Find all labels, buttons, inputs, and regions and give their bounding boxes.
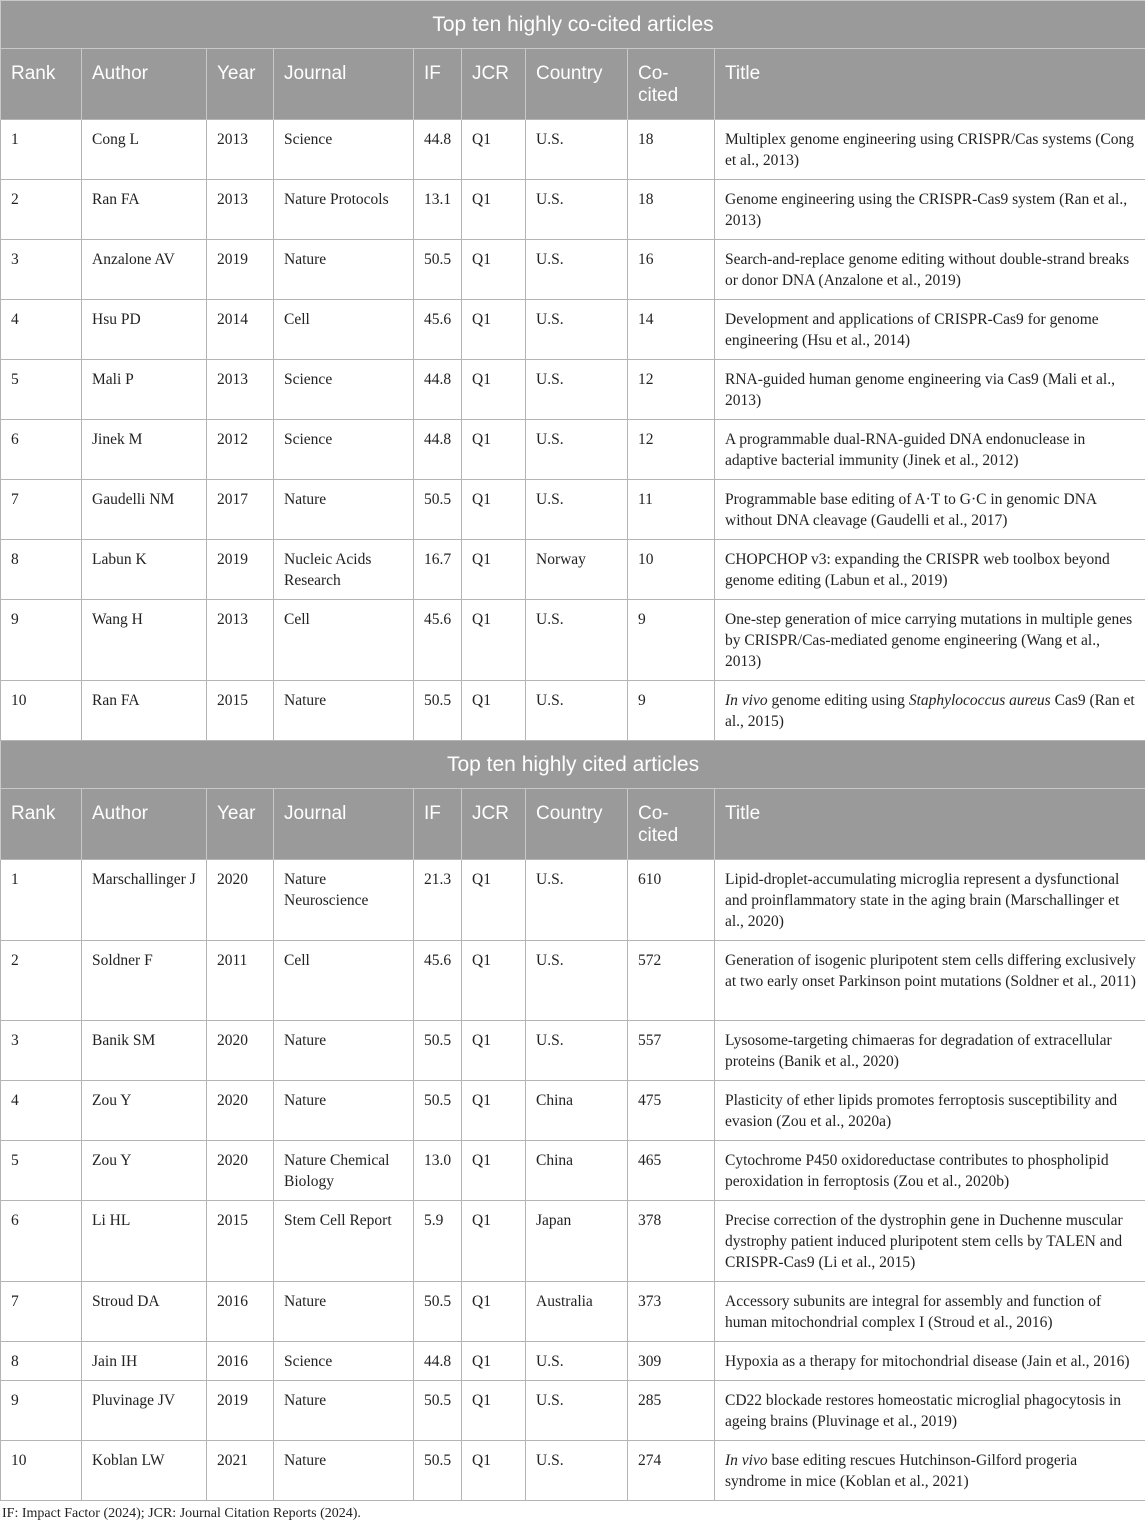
count-cell: 475 <box>628 1081 715 1141</box>
title-cell <box>715 1441 1145 1501</box>
author-cell: Jinek M <box>82 420 207 480</box>
jcr-cell: Q1 <box>462 1141 526 1201</box>
country-cell: Australia <box>526 1282 628 1342</box>
jcr-cell: Q1 <box>462 1381 526 1441</box>
journal-cell: Nature Chemical Biology <box>274 1141 414 1201</box>
journal-cell: Nature <box>274 1081 414 1141</box>
jcr-cell: Q1 <box>462 420 526 480</box>
rank-cell: 3 <box>1 240 82 300</box>
author-cell: Hsu PD <box>82 300 207 360</box>
table-row <box>1 1441 1145 1501</box>
author-cell: Banik SM <box>82 1021 207 1081</box>
table-row <box>1 1381 1145 1441</box>
author-cell: Labun K <box>82 540 207 600</box>
if-cell: 13.1 <box>414 180 462 240</box>
table-row <box>1 860 1145 941</box>
table-row <box>1 941 1145 1021</box>
rank-cell: 7 <box>1 1282 82 1342</box>
if-cell: 13.0 <box>414 1141 462 1201</box>
year-cell: 2015 <box>207 1201 274 1282</box>
if-cell: 21.3 <box>414 860 462 941</box>
table-row <box>1 120 1145 180</box>
author-cell: Anzalone AV <box>82 240 207 300</box>
author-cell: Soldner F <box>82 941 207 1021</box>
jcr-cell: Q1 <box>462 1201 526 1282</box>
title-cell: Genome engineering using the CRISPR-Cas9 system (Ran et al., 2013) <box>715 180 1145 240</box>
rank-cell: 2 <box>1 941 82 1021</box>
journal-cell: Nature Protocols <box>274 180 414 240</box>
country-cell: U.S. <box>526 120 628 180</box>
journal-cell: Science <box>274 120 414 180</box>
rank-cell: 9 <box>1 600 82 681</box>
title-cell: CD22 blockade restores homeostatic microglial phagocytosis in ageing brains (Pluvinage et al., 2019) <box>715 1381 1145 1441</box>
rank-cell: 6 <box>1 420 82 480</box>
journal-cell: Nature <box>274 1381 414 1441</box>
col-jcr: JCR <box>462 49 526 120</box>
col-country: Country <box>526 789 628 860</box>
col-journal: Journal <box>274 49 414 120</box>
journal-cell: Nature <box>274 1282 414 1342</box>
journal-cell: Science <box>274 420 414 480</box>
rank-cell: 10 <box>1 1441 82 1501</box>
country-cell: U.S. <box>526 360 628 420</box>
jcr-cell: Q1 <box>462 1342 526 1381</box>
jcr-cell: Q1 <box>462 860 526 941</box>
year-cell: 2014 <box>207 300 274 360</box>
count-cell: 572 <box>628 941 715 1021</box>
jcr-cell: Q1 <box>462 1441 526 1501</box>
title-cell: Precise correction of the dystrophin gene in Duchenne muscular dystrophy patient induced pluripotent stem cells by TALEN and CRISPR-Cas9 (Li et al., 2015) <box>715 1201 1145 1282</box>
country-cell: U.S. <box>526 681 628 741</box>
author-cell: Pluvinage JV <box>82 1381 207 1441</box>
rank-cell: 6 <box>1 1201 82 1282</box>
jcr-cell: Q1 <box>462 360 526 420</box>
table-row <box>1 1282 1145 1342</box>
col-jcr: JCR <box>462 789 526 860</box>
table-row <box>1 420 1145 480</box>
if-cell: 16.7 <box>414 540 462 600</box>
if-cell: 50.5 <box>414 240 462 300</box>
rank-cell: 9 <box>1 1381 82 1441</box>
col-rank: Rank <box>1 789 82 860</box>
table-row <box>1 681 1145 741</box>
journal-cell: Nature <box>274 1441 414 1501</box>
table-row <box>1 1201 1145 1282</box>
title-cell: Multiplex genome engineering using CRISPR/Cas systems (Cong et al., 2013) <box>715 120 1145 180</box>
country-cell: U.S. <box>526 420 628 480</box>
rank-cell: 5 <box>1 1141 82 1201</box>
title-cell <box>715 681 1145 741</box>
rank-cell: 4 <box>1 300 82 360</box>
table-row <box>1 600 1145 681</box>
year-cell: 2013 <box>207 360 274 420</box>
journal-cell: Science <box>274 1342 414 1381</box>
rank-cell: 3 <box>1 1021 82 1081</box>
col-journal: Journal <box>274 789 414 860</box>
jcr-cell: Q1 <box>462 941 526 1021</box>
table-row <box>1 360 1145 420</box>
author-cell: Mali P <box>82 360 207 420</box>
rank-cell: 10 <box>1 681 82 741</box>
col-country: Country <box>526 49 628 120</box>
year-cell: 2017 <box>207 480 274 540</box>
author-cell: Zou Y <box>82 1081 207 1141</box>
author-cell: Ran FA <box>82 180 207 240</box>
count-cell: 18 <box>628 120 715 180</box>
rank-cell: 2 <box>1 180 82 240</box>
title-cell: CHOPCHOP v3: expanding the CRISPR web toolbox beyond genome editing (Labun et al., 2019) <box>715 540 1145 600</box>
title-cell: Plasticity of ether lipids promotes ferroptosis susceptibility and evasion (Zou et al., 2020a) <box>715 1081 1145 1141</box>
count-cell: 373 <box>628 1282 715 1342</box>
rank-cell: 1 <box>1 860 82 941</box>
year-cell: 2013 <box>207 600 274 681</box>
table-row <box>1 180 1145 240</box>
title-cell: Search-and-replace genome editing without double-strand breaks or donor DNA (Anzalone et al., 2019) <box>715 240 1145 300</box>
year-cell: 2013 <box>207 180 274 240</box>
journal-cell: Nature <box>274 480 414 540</box>
author-cell: Wang H <box>82 600 207 681</box>
cited-section <box>1 741 1145 1501</box>
jcr-cell: Q1 <box>462 540 526 600</box>
table-row <box>1 240 1145 300</box>
jcr-cell: Q1 <box>462 120 526 180</box>
author-cell: Gaudelli NM <box>82 480 207 540</box>
country-cell: U.S. <box>526 1021 628 1081</box>
if-cell: 50.5 <box>414 1021 462 1081</box>
count-cell: 309 <box>628 1342 715 1381</box>
table-row <box>1 540 1145 600</box>
title-cell: Hypoxia as a therapy for mitochondrial disease (Jain et al., 2016) <box>715 1342 1145 1381</box>
country-cell: U.S. <box>526 941 628 1021</box>
year-cell: 2019 <box>207 1381 274 1441</box>
table-row <box>1 1081 1145 1141</box>
table-row <box>1 1342 1145 1381</box>
count-cell: 11 <box>628 480 715 540</box>
country-cell: U.S. <box>526 240 628 300</box>
if-cell: 45.6 <box>414 600 462 681</box>
count-cell: 10 <box>628 540 715 600</box>
count-cell: 557 <box>628 1021 715 1081</box>
if-cell: 44.8 <box>414 420 462 480</box>
section-title: Top ten highly co-cited articles <box>1 1 1145 49</box>
title-italic: In vivo <box>725 692 768 709</box>
country-cell: U.S. <box>526 300 628 360</box>
year-cell: 2015 <box>207 681 274 741</box>
year-cell: 2011 <box>207 941 274 1021</box>
count-cell: 378 <box>628 1201 715 1282</box>
year-cell: 2019 <box>207 240 274 300</box>
if-cell: 50.5 <box>414 1381 462 1441</box>
rank-cell: 1 <box>1 120 82 180</box>
country-cell: Norway <box>526 540 628 600</box>
col-title: Title <box>715 789 1145 860</box>
count-cell: 465 <box>628 1141 715 1201</box>
column-header-row <box>1 789 1145 860</box>
col-count: Co-cited <box>628 789 715 860</box>
author-cell: Zou Y <box>82 1141 207 1201</box>
year-cell: 2019 <box>207 540 274 600</box>
journal-cell: Cell <box>274 600 414 681</box>
col-author: Author <box>82 49 207 120</box>
country-cell: U.S. <box>526 1441 628 1501</box>
rank-cell: 8 <box>1 540 82 600</box>
author-cell: Cong L <box>82 120 207 180</box>
if-cell: 5.9 <box>414 1201 462 1282</box>
journal-cell: Nucleic Acids Research <box>274 540 414 600</box>
journal-cell: Nature <box>274 681 414 741</box>
if-cell: 50.5 <box>414 1081 462 1141</box>
journal-cell: Stem Cell Report <box>274 1201 414 1282</box>
rank-cell: 7 <box>1 480 82 540</box>
col-author: Author <box>82 789 207 860</box>
jcr-cell: Q1 <box>462 240 526 300</box>
if-cell: 50.5 <box>414 1441 462 1501</box>
if-cell: 50.5 <box>414 1282 462 1342</box>
jcr-cell: Q1 <box>462 681 526 741</box>
section-title: Top ten highly cited articles <box>1 741 1145 789</box>
journal-cell: Nature Neuroscience <box>274 860 414 941</box>
if-cell: 44.8 <box>414 120 462 180</box>
year-cell: 2021 <box>207 1441 274 1501</box>
journal-cell: Science <box>274 360 414 420</box>
journal-cell: Nature <box>274 1021 414 1081</box>
author-cell: Ran FA <box>82 681 207 741</box>
count-cell: 12 <box>628 420 715 480</box>
count-cell: 285 <box>628 1381 715 1441</box>
co-cited-section <box>1 1 1145 741</box>
count-cell: 9 <box>628 681 715 741</box>
title-cell: One-step generation of mice carrying mutations in multiple genes by CRISPR/Cas-mediated genome engineering (Wang et al., 2013) <box>715 600 1145 681</box>
count-cell: 9 <box>628 600 715 681</box>
col-rank: Rank <box>1 49 82 120</box>
year-cell: 2020 <box>207 860 274 941</box>
title-cell: A programmable dual-RNA-guided DNA endonuclease in adaptive bacterial immunity (Jinek et al., 2012) <box>715 420 1145 480</box>
title-cell: Programmable base editing of A·T to G·C in genomic DNA without DNA cleavage (Gaudelli et al., 2017) <box>715 480 1145 540</box>
jcr-cell: Q1 <box>462 1282 526 1342</box>
table-row <box>1 1141 1145 1201</box>
jcr-cell: Q1 <box>462 600 526 681</box>
table-footnote: IF: Impact Factor (2024); JCR: Journal Citation Reports (2024). <box>2 1506 361 1521</box>
count-cell: 18 <box>628 180 715 240</box>
jcr-cell: Q1 <box>462 1081 526 1141</box>
jcr-cell: Q1 <box>462 480 526 540</box>
rank-cell: 5 <box>1 360 82 420</box>
col-year: Year <box>207 49 274 120</box>
country-cell: U.S. <box>526 600 628 681</box>
jcr-cell: Q1 <box>462 300 526 360</box>
year-cell: 2020 <box>207 1141 274 1201</box>
year-cell: 2020 <box>207 1021 274 1081</box>
count-cell: 14 <box>628 300 715 360</box>
table-row <box>1 300 1145 360</box>
country-cell: U.S. <box>526 480 628 540</box>
year-cell: 2013 <box>207 120 274 180</box>
title-cell: Lipid-droplet-accumulating microglia represent a dysfunctional and proinflammatory state in the aging brain (Marschallinger et al., 2020) <box>715 860 1145 941</box>
country-cell: Japan <box>526 1201 628 1282</box>
author-cell: Li HL <box>82 1201 207 1282</box>
country-cell: U.S. <box>526 860 628 941</box>
rank-cell: 8 <box>1 1342 82 1381</box>
rank-cell: 4 <box>1 1081 82 1141</box>
title-italic: Staphylococcus aureus <box>908 692 1051 709</box>
col-count: Co-cited <box>628 49 715 120</box>
title-cell: Generation of isogenic pluripotent stem cells differing exclusively at two early onset Parkinson point mutations (Soldner et al., 2011) <box>715 941 1145 1021</box>
count-cell: 16 <box>628 240 715 300</box>
author-cell: Marschallinger J <box>82 860 207 941</box>
country-cell: China <box>526 1081 628 1141</box>
year-cell: 2020 <box>207 1081 274 1141</box>
jcr-cell: Q1 <box>462 1021 526 1081</box>
country-cell: U.S. <box>526 1342 628 1381</box>
if-cell: 44.8 <box>414 360 462 420</box>
title-cell: Cytochrome P450 oxidoreductase contributes to phospholipid peroxidation in ferroptosis (Zou et al., 2020b) <box>715 1141 1145 1201</box>
if-cell: 44.8 <box>414 1342 462 1381</box>
count-cell: 610 <box>628 860 715 941</box>
if-cell: 50.5 <box>414 681 462 741</box>
title-text: base editing rescues Hutchinson-Gilford progeria syndrome in mice (Koblan et al., 2021) <box>725 1452 1078 1490</box>
col-if: IF <box>414 789 462 860</box>
title-text: genome editing using <box>767 692 909 709</box>
if-cell: 45.6 <box>414 941 462 1021</box>
title-cell: Lysosome-targeting chimaeras for degradation of extracellular proteins (Banik et al., 2020) <box>715 1021 1145 1081</box>
country-cell: China <box>526 1141 628 1201</box>
journal-cell: Cell <box>274 941 414 1021</box>
col-year: Year <box>207 789 274 860</box>
column-header-row <box>1 49 1145 120</box>
title-italic: In vivo <box>725 1452 768 1469</box>
year-cell: 2016 <box>207 1342 274 1381</box>
author-cell: Koblan LW <box>82 1441 207 1501</box>
year-cell: 2016 <box>207 1282 274 1342</box>
author-cell: Stroud DA <box>82 1282 207 1342</box>
if-cell: 45.6 <box>414 300 462 360</box>
year-cell: 2012 <box>207 420 274 480</box>
if-cell: 50.5 <box>414 480 462 540</box>
table-row <box>1 480 1145 540</box>
author-cell: Jain IH <box>82 1342 207 1381</box>
journal-cell: Nature <box>274 240 414 300</box>
title-text: Cas9 (Ran et al., 2015) <box>725 692 1135 730</box>
col-if: IF <box>414 49 462 120</box>
country-cell: U.S. <box>526 180 628 240</box>
title-cell: Development and applications of CRISPR-Cas9 for genome engineering (Hsu et al., 2014) <box>715 300 1145 360</box>
count-cell: 12 <box>628 360 715 420</box>
title-cell: RNA-guided human genome engineering via Cas9 (Mali et al., 2013) <box>715 360 1145 420</box>
journal-cell: Cell <box>274 300 414 360</box>
title-cell: Accessory subunits are integral for assembly and function of human mitochondrial complex I (Stroud et al., 2016) <box>715 1282 1145 1342</box>
count-cell: 274 <box>628 1441 715 1501</box>
col-title: Title <box>715 49 1145 120</box>
table-row <box>1 1021 1145 1081</box>
country-cell: U.S. <box>526 1381 628 1441</box>
jcr-cell: Q1 <box>462 180 526 240</box>
